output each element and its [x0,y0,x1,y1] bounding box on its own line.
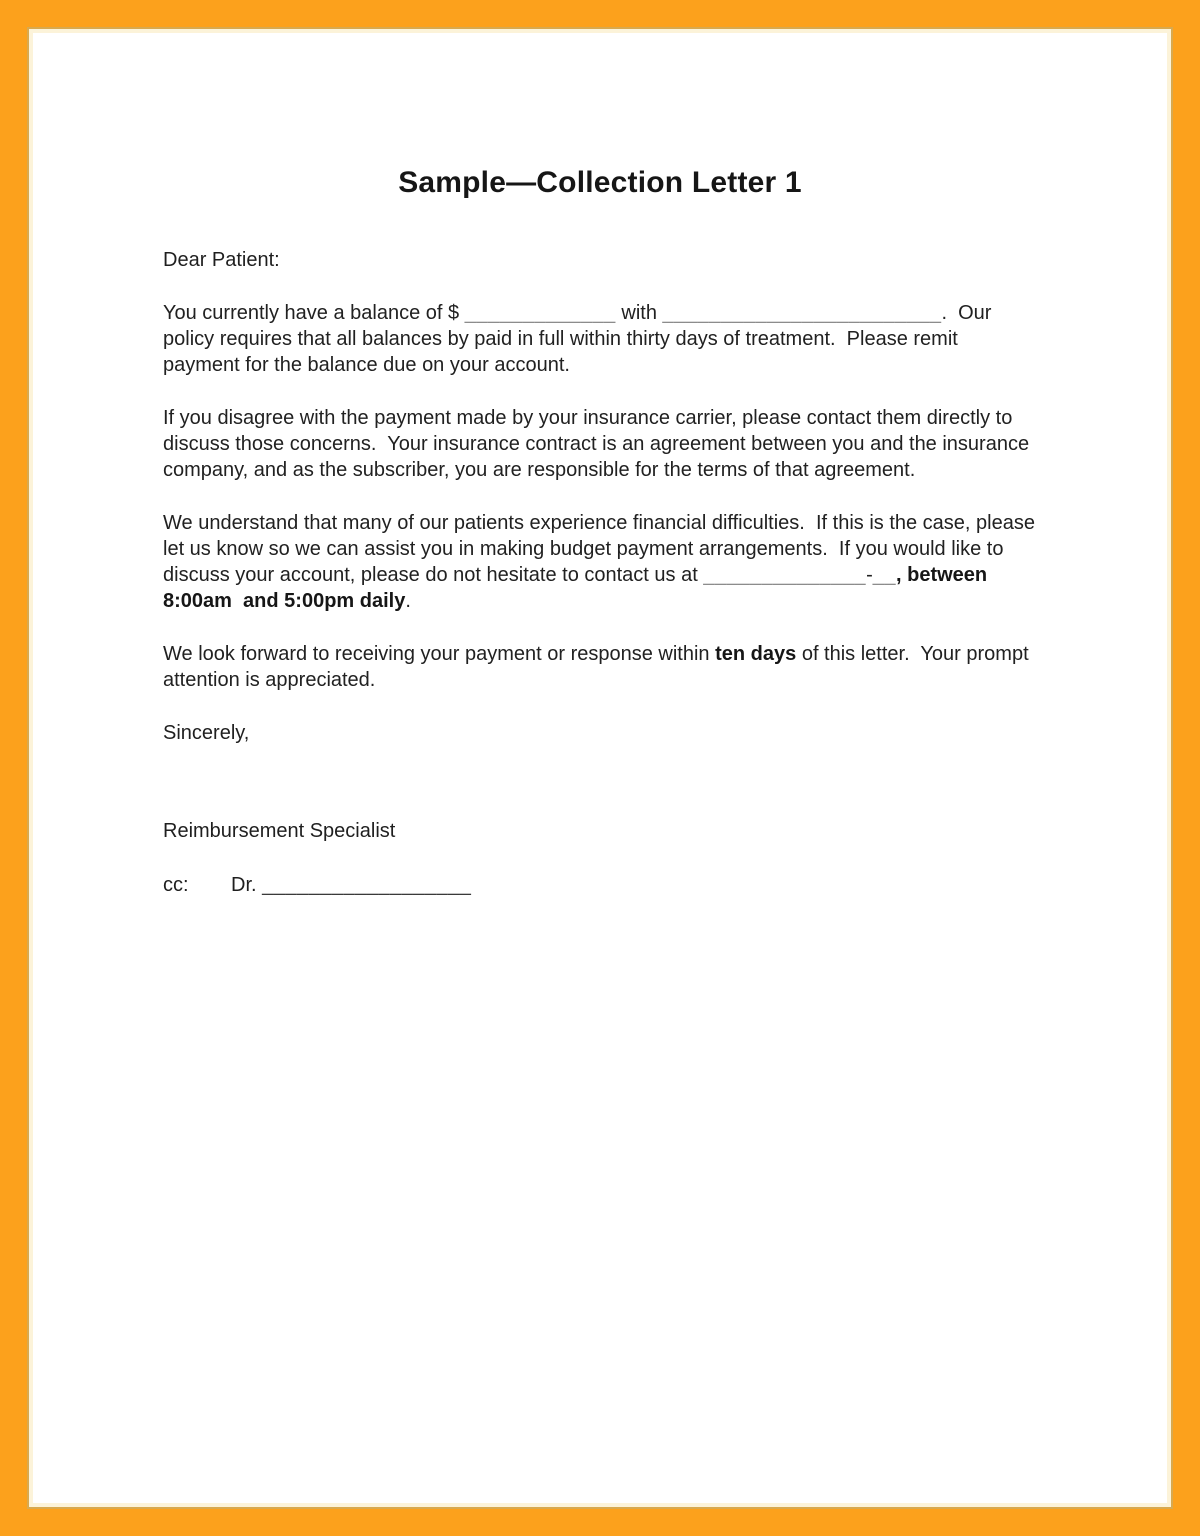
body-text: . [405,590,411,612]
blank-line: __ [872,564,896,586]
salutation: Dear Patient: [163,249,280,271]
cc-recipient: Dr. [231,874,263,896]
body-text: . Our policy requires that all balances by paid in full within thirty days of treatment. Please remit payment for the balance due on your account. [163,302,998,376]
paragraph-insurance-disagreement [163,405,1037,483]
paragraph-payment-expectation [163,641,1037,693]
cc-blank-line: __________________ [262,874,472,896]
body-text: If you disagree with the payment made by your insurance carrier, please contact them directly to discuss those concerns. Your insurance contract is an agreement between you and the insurance company, and as the subscriber, you are responsible for the terms of that agreement. [163,407,1035,481]
blank-line: ________________________ [662,302,942,324]
blank-line: _____________ [464,302,616,324]
letter-content [27,165,1173,1536]
paragraph-balance [163,300,1037,378]
cc-line [163,872,1037,898]
cc-label: cc: [163,874,189,896]
closing: Sincerely, [163,722,250,744]
body-text: We understand that many of our patients experience financial difficulties. If this is the case, please let us know so we can assist you in making budget payment arrangements. If you would like to discuss your account, please do not hesitate to contact us at [163,512,1041,586]
body-text: We look forward to receiving your payment or response within [163,643,716,665]
emphasis-text: ten days [715,643,797,665]
blank-line: ______________ [703,564,867,586]
body-text: You currently have a balance of $ [163,302,465,324]
signature-title: Reimbursement Specialist [163,820,396,842]
body-text: of this letter. Your prompt attention is appreciated. [163,643,1035,691]
letter-title: Sample—Collection Letter 1 [398,166,802,199]
emphasis-text: , between 8:00am and 5:00pm daily [163,564,993,612]
body-text: - [866,564,873,586]
body-text: with [615,302,663,324]
paragraph-financial-difficulties [163,510,1041,614]
